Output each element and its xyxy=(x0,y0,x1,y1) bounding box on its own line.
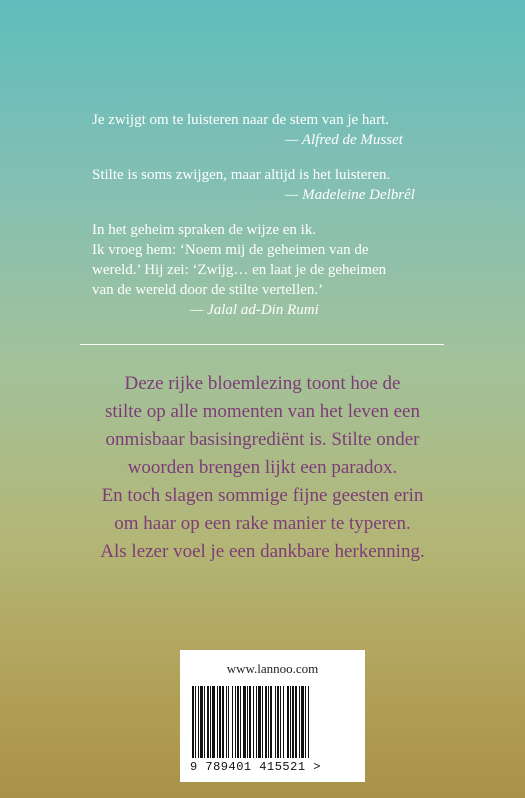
barcode-bar xyxy=(262,686,263,758)
quote-1-author: — Alfred de Musset xyxy=(285,132,403,148)
publisher-url: www.lannoo.com xyxy=(226,661,319,676)
divider-line xyxy=(80,344,444,345)
quote-3-line-3: wereld.’ Hij zei: ‘Zwijg… en laat je de geheimen xyxy=(92,262,387,278)
blurb-line-4: woorden brengen lijkt een paradox. xyxy=(127,457,398,478)
barcode-bar xyxy=(240,686,241,758)
barcode-bar xyxy=(207,686,209,758)
blurb-line-3: onmisbaar basisingrediënt is. Stilte onder xyxy=(105,429,420,450)
barcode-bar xyxy=(258,686,261,758)
barcode-bar xyxy=(270,686,272,758)
quote-3-line-2: Ik vroeg hem: ‘Noem mij de geheimen van de xyxy=(92,242,369,258)
barcode-bar xyxy=(292,686,294,758)
quote-3-line-4: van de wereld door de stilte vertellen.’ xyxy=(92,282,324,298)
barcode-bar xyxy=(235,686,236,758)
barcode-bar xyxy=(192,686,194,758)
barcode-icon xyxy=(192,686,354,760)
barcode-panel xyxy=(180,650,365,782)
barcode-bar xyxy=(283,686,284,758)
barcode-bar xyxy=(200,686,203,758)
barcode-bar xyxy=(249,686,251,758)
barcode-bar xyxy=(237,686,239,758)
barcode-bar xyxy=(268,686,269,758)
barcode-bar xyxy=(265,686,267,758)
barcode-bar xyxy=(280,686,281,758)
barcode-bar xyxy=(222,686,224,758)
quote-3-line-1: In het geheim spraken de wijze en ik. xyxy=(92,222,317,238)
barcode-bar xyxy=(290,686,291,758)
blurb-line-1: Deze rijke bloemlezing toont hoe de xyxy=(124,373,401,394)
barcode-bar xyxy=(243,686,246,758)
barcode-bar xyxy=(204,686,205,758)
quote-2-author: — Madeleine Delbrêl xyxy=(285,187,415,203)
barcode-bar xyxy=(287,686,289,758)
barcode-bar xyxy=(253,686,254,758)
barcode-bar xyxy=(210,686,211,758)
blurb-line-5: En toch slagen sommige fijne geesten erin xyxy=(101,485,424,506)
barcode-bar xyxy=(301,686,304,758)
blurb-line-6: om haar op een rake manier te typeren. xyxy=(114,513,411,534)
barcode-bar xyxy=(275,686,276,758)
barcode-bar xyxy=(226,686,227,758)
barcode-bar xyxy=(256,686,257,758)
blurb-line-7: Als lezer voel je een dankbare herkenning. xyxy=(100,541,425,562)
quote-2-line-1: Stilte is soms zwijgen, maar altijd is het luisteren. xyxy=(92,167,391,183)
barcode-bar xyxy=(305,686,306,758)
blurb-line-2: stilte op alle momenten van het leven een xyxy=(105,401,420,422)
barcode-bar xyxy=(212,686,215,758)
barcode-bar xyxy=(219,686,221,758)
barcode-bar xyxy=(247,686,248,758)
barcode-bar xyxy=(308,686,309,758)
barcode-bar xyxy=(295,686,297,758)
barcode-bar xyxy=(277,686,279,758)
barcode-bar xyxy=(195,686,196,758)
barcode-bar xyxy=(198,686,199,758)
quote-3-author: — Jalal ad-Din Rumi xyxy=(190,302,319,318)
barcode-bar xyxy=(228,686,229,758)
quote-1-line-1: Je zwijgt om te luisteren naar de stem van je hart. xyxy=(92,112,389,128)
barcode-bar xyxy=(217,686,218,758)
barcode-bar xyxy=(299,686,300,758)
barcode-bar xyxy=(232,686,233,758)
isbn-number: 9 789401 415521 > xyxy=(190,760,321,774)
